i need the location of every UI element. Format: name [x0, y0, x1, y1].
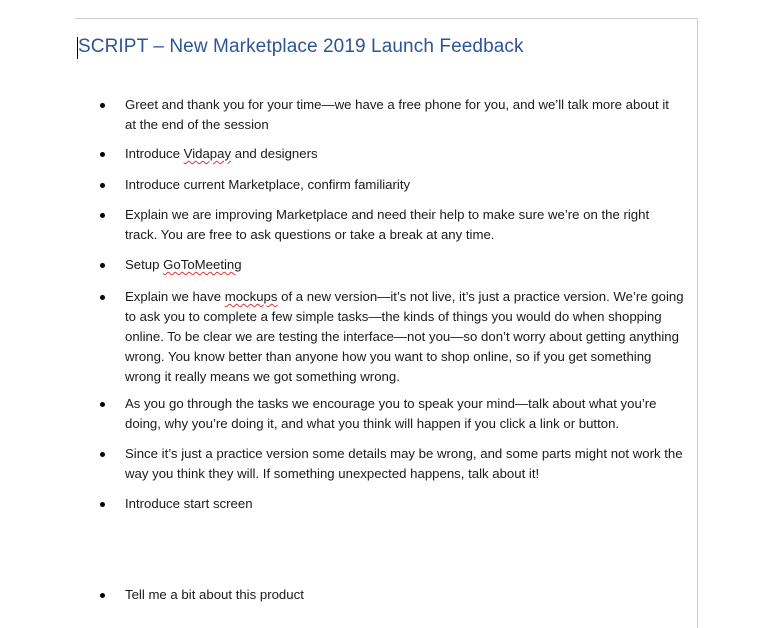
text-line: wrong it really means we got something wrong. — [125, 369, 400, 384]
list-item-text — [125, 144, 705, 164]
misspelled-word: GoToMeeting — [163, 257, 242, 272]
text-line: Introduce start screen — [125, 496, 253, 511]
bullet-icon — [100, 152, 105, 157]
bullet-icon — [100, 295, 105, 300]
text-line — [125, 255, 705, 275]
list-item-text — [125, 394, 705, 434]
bullet-icon — [100, 263, 105, 268]
text-run: and designers — [231, 146, 318, 161]
text-run: Explain we have — [125, 289, 225, 304]
text-line: Since it’s just a practice version some details may be wrong, and some parts might not work the — [125, 446, 683, 461]
text-line: online. To be clear we are testing the interface—not you—so don’t worry about getting anything — [125, 329, 679, 344]
bullet-icon — [100, 103, 105, 108]
list-item-text — [125, 287, 705, 387]
misspelled-word: Vidapay — [183, 146, 232, 161]
list-item-text — [125, 175, 705, 195]
bullet-icon — [100, 593, 105, 598]
misspelled-word: mockups — [224, 289, 278, 304]
text-line: track. You are free to ask questions or take a break at any time. — [125, 227, 495, 242]
list-item-text — [125, 255, 705, 275]
text-line: doing, why you’re doing it, and what you think will happen if you click a link or button. — [125, 416, 620, 431]
text-line: wrong. You know better than anyone how you want to shop online, so if you get something — [125, 349, 652, 364]
bullet-icon — [100, 502, 105, 507]
text-run: of a new version—it’s not live, it’s just a practice version. We’re going — [277, 289, 684, 304]
bullet-icon — [100, 452, 105, 457]
bullet-icon — [100, 402, 105, 407]
bullet-icon — [100, 183, 105, 188]
text-run: Introduce — [125, 146, 184, 161]
text-line — [125, 287, 705, 307]
list-item-text — [125, 95, 705, 135]
list-item-text — [125, 585, 705, 605]
list-item-text — [125, 494, 705, 514]
text-line: to ask you to complete a few simple tasks—the kinds of things you would do when shopping — [125, 309, 662, 324]
text-line: Greet and thank you for your time—we have a free phone for you, and we’ll talk more about it — [125, 97, 669, 112]
document-title[interactable]: SCRIPT – New Marketplace 2019 Launch Feedback — [78, 36, 524, 57]
text-line — [125, 144, 705, 164]
text-line: Explain we are improving Marketplace and need their help to make sure we’re on the right — [125, 207, 650, 222]
text-line: Introduce current Marketplace, confirm familiarity — [125, 177, 411, 192]
text-line: Tell me a bit about this product — [125, 587, 304, 602]
text-line: As you go through the tasks we encourage you to speak your mind—talk about what you’re — [125, 396, 657, 411]
list-item-text — [125, 205, 705, 245]
text-line: at the end of the session — [125, 117, 269, 132]
text-run: Setup — [125, 257, 164, 272]
text-line: way you think they will. If something unexpected happens, talk about it! — [125, 466, 540, 481]
bullet-icon — [100, 213, 105, 218]
list-item-text — [125, 444, 705, 484]
